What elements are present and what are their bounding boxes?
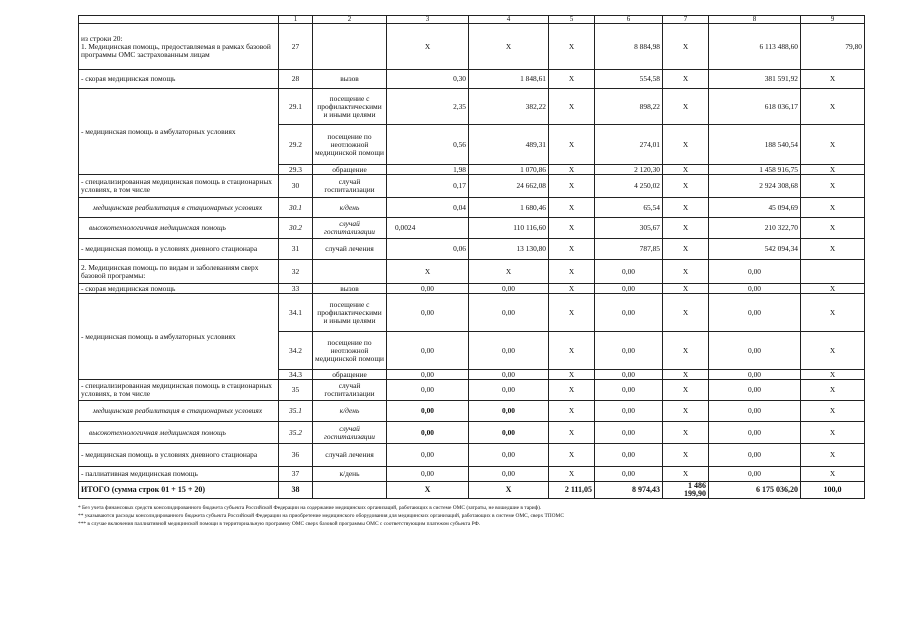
row-line-number: 36 xyxy=(279,444,313,467)
row-budget-per-capita: Х xyxy=(549,198,595,218)
row-oms-per-capita: 0,00 xyxy=(595,422,663,444)
row-oms-per-capita: 0,00 xyxy=(595,380,663,401)
row-description: - медицинская помощь в амбулаторных условиях xyxy=(79,89,279,175)
row-oms-per-capita: 8 974,43 xyxy=(595,482,663,499)
table-row xyxy=(79,401,865,422)
row-description: - скорая медицинская помощь xyxy=(79,70,279,89)
header-row xyxy=(79,16,865,24)
row-volume: 0,00 xyxy=(387,294,469,332)
row-budget-per-capita: Х xyxy=(549,260,595,284)
row-description: - специализированная медицинская помощь в стационарных условиях, в том числе xyxy=(79,175,279,198)
header-cell: 4 xyxy=(469,16,549,24)
row-volume: 0,04 xyxy=(387,198,469,218)
row-unit: к/день xyxy=(313,401,387,422)
row-budget-total: Х xyxy=(663,198,709,218)
row-percent: Х xyxy=(801,401,865,422)
row-oms-total: 45 094,69 xyxy=(709,198,801,218)
table-row xyxy=(79,175,865,198)
row-budget-per-capita: Х xyxy=(549,444,595,467)
table-row xyxy=(79,260,865,284)
row-budget-per-capita: Х xyxy=(549,239,595,260)
row-budget-per-capita: Х xyxy=(549,24,595,70)
row-oms-total: 0,00 xyxy=(709,380,801,401)
row-oms-per-capita: 0,00 xyxy=(595,294,663,332)
row-budget-per-capita: Х xyxy=(549,332,595,370)
row-volume: 0,56 xyxy=(387,125,469,165)
row-oms-per-capita: 0,00 xyxy=(595,370,663,380)
row-budget-total: Х xyxy=(663,89,709,125)
row-percent: Х xyxy=(801,125,865,165)
row-budget-total: Х xyxy=(663,175,709,198)
row-unit: посещение по неотложной медицинской помощи xyxy=(313,125,387,165)
row-line-number: 32 xyxy=(279,260,313,284)
row-percent: Х xyxy=(801,370,865,380)
row-budget-per-capita: Х xyxy=(549,380,595,401)
row-percent: Х xyxy=(801,332,865,370)
row-unit-cost: 0,00 xyxy=(469,422,549,444)
row-budget-total: Х xyxy=(663,401,709,422)
row-budget-total: Х xyxy=(663,239,709,260)
row-budget-total: Х xyxy=(663,332,709,370)
row-volume: 0,0024 xyxy=(387,218,469,239)
row-oms-total: 188 540,54 xyxy=(709,125,801,165)
row-unit: к/день xyxy=(313,198,387,218)
row-unit-cost: 0,00 xyxy=(469,284,549,294)
row-budget-per-capita: Х xyxy=(549,70,595,89)
row-line-number: 35.2 xyxy=(279,422,313,444)
row-oms-total: 0,00 xyxy=(709,332,801,370)
row-budget-total: Х xyxy=(663,125,709,165)
header-cell: 3 xyxy=(387,16,469,24)
row-unit-cost: 13 130,80 xyxy=(469,239,549,260)
row-line-number: 30.2 xyxy=(279,218,313,239)
header-cell: 6 xyxy=(595,16,663,24)
row-line-number: 34.3 xyxy=(279,370,313,380)
row-unit xyxy=(313,260,387,284)
row-oms-total: 542 094,34 xyxy=(709,239,801,260)
row-percent: Х xyxy=(801,284,865,294)
row-line-number: 29.1 xyxy=(279,89,313,125)
row-unit-cost: Х xyxy=(469,260,549,284)
row-oms-total: 0,00 xyxy=(709,294,801,332)
row-unit-cost: 489,31 xyxy=(469,125,549,165)
header-blank xyxy=(79,16,279,24)
row-budget-per-capita: Х xyxy=(549,294,595,332)
row-budget-per-capita: Х xyxy=(549,218,595,239)
row-oms-total: 381 591,92 xyxy=(709,70,801,89)
row-oms-total: 0,00 xyxy=(709,260,801,284)
row-unit-cost: 1 848,61 xyxy=(469,70,549,89)
row-oms-total: 0,00 xyxy=(709,370,801,380)
total-row xyxy=(79,482,865,499)
row-volume: 0,30 xyxy=(387,70,469,89)
row-description: - специализированная медицинская помощь в стационарных условиях, в том числе xyxy=(79,380,279,401)
row-unit: случай госпитализации xyxy=(313,218,387,239)
row-percent: Х xyxy=(801,422,865,444)
row-percent: Х xyxy=(801,165,865,175)
row-volume: Х xyxy=(387,260,469,284)
row-volume: 0,00 xyxy=(387,380,469,401)
row-unit-cost: Х xyxy=(469,482,549,499)
table-row xyxy=(79,24,865,70)
row-line-number: 35 xyxy=(279,380,313,401)
row-budget-total: Х xyxy=(663,370,709,380)
table-row xyxy=(79,444,865,467)
row-budget-total: Х xyxy=(663,294,709,332)
row-line-number: 28 xyxy=(279,70,313,89)
row-line-number: 29.3 xyxy=(279,165,313,175)
row-oms-per-capita: 305,67 xyxy=(595,218,663,239)
row-budget-total: Х xyxy=(663,70,709,89)
row-unit: вызов xyxy=(313,284,387,294)
row-unit xyxy=(313,482,387,499)
row-oms-per-capita: 898,22 xyxy=(595,89,663,125)
row-oms-total: 6 175 036,20 xyxy=(709,482,801,499)
row-percent: Х xyxy=(801,198,865,218)
row-volume: Х xyxy=(387,24,469,70)
footnotes xyxy=(78,504,864,528)
row-unit: вызов xyxy=(313,70,387,89)
row-volume: 0,17 xyxy=(387,175,469,198)
header-cell: 1 xyxy=(279,16,313,24)
row-description: высокотехнологичная медицинская помощь xyxy=(79,218,279,239)
row-percent: Х xyxy=(801,218,865,239)
row-budget-per-capita: Х xyxy=(549,370,595,380)
row-percent: Х xyxy=(801,294,865,332)
row-oms-total: 0,00 xyxy=(709,444,801,467)
row-percent: Х xyxy=(801,444,865,467)
row-line-number: 34.2 xyxy=(279,332,313,370)
row-percent: Х xyxy=(801,380,865,401)
row-unit: случай госпитализации xyxy=(313,422,387,444)
row-description: медицинская реабилитация в стационарных условиях xyxy=(79,401,279,422)
row-oms-per-capita: 787,85 xyxy=(595,239,663,260)
row-unit-cost: 0,00 xyxy=(469,380,549,401)
row-budget-total: Х xyxy=(663,218,709,239)
row-percent: 100,0 xyxy=(801,482,865,499)
row-description: - скорая медицинская помощь xyxy=(79,284,279,294)
row-unit-cost: 0,00 xyxy=(469,401,549,422)
table-row xyxy=(79,467,865,482)
row-line-number: 31 xyxy=(279,239,313,260)
row-unit: случай госпитализации xyxy=(313,380,387,401)
row-budget-total: Х xyxy=(663,467,709,482)
row-budget-total: Х xyxy=(663,284,709,294)
row-description: ИТОГО (сумма строк 01 + 15 + 20) xyxy=(79,482,279,499)
row-budget-total: Х xyxy=(663,444,709,467)
row-oms-total: 0,00 xyxy=(709,467,801,482)
row-unit: посещение с профилактическими и иными целями xyxy=(313,89,387,125)
row-unit-cost: 0,00 xyxy=(469,332,549,370)
row-budget-per-capita: Х xyxy=(549,284,595,294)
table-row xyxy=(79,239,865,260)
row-description: высокотехнологичная медицинская помощь xyxy=(79,422,279,444)
row-unit xyxy=(313,24,387,70)
row-budget-per-capita: Х xyxy=(549,422,595,444)
row-budget-per-capita: Х xyxy=(549,467,595,482)
row-oms-per-capita: 274,01 xyxy=(595,125,663,165)
header-cell: 8 xyxy=(709,16,801,24)
table-row xyxy=(79,422,865,444)
document-page xyxy=(78,15,864,528)
row-volume: 0,00 xyxy=(387,467,469,482)
row-budget-total: Х xyxy=(663,380,709,401)
row-oms-per-capita: 0,00 xyxy=(595,260,663,284)
row-oms-total: 6 113 488,60 xyxy=(709,24,801,70)
row-volume: 0,00 xyxy=(387,401,469,422)
cost-table xyxy=(78,15,865,499)
row-budget-per-capita: Х xyxy=(549,165,595,175)
row-unit-cost: 110 116,60 xyxy=(469,218,549,239)
row-unit-cost: 24 662,08 xyxy=(469,175,549,198)
footnote: ** указываются расходы консолидированного бюджета субъекта Российской Федерации на приобретение медицинского оборудования для медицинских организаций, работающих в системе ОМС, сверх ТПОМС xyxy=(78,513,564,519)
row-description: медицинская реабилитация в стационарных условиях xyxy=(79,198,279,218)
table-row xyxy=(79,294,865,332)
row-volume: 2,35 xyxy=(387,89,469,125)
row-percent: Х xyxy=(801,239,865,260)
row-unit: обращение xyxy=(313,165,387,175)
row-percent xyxy=(801,260,865,284)
row-line-number: 35.1 xyxy=(279,401,313,422)
table-row xyxy=(79,284,865,294)
row-budget-total: Х xyxy=(663,165,709,175)
row-budget-total: Х xyxy=(663,260,709,284)
header-cell: 7 xyxy=(663,16,709,24)
row-unit: случай лечения xyxy=(313,444,387,467)
row-description: 2. Медицинская помощь по видам и заболеваниям сверх базовой программы: xyxy=(79,260,279,284)
row-oms-total: 0,00 xyxy=(709,422,801,444)
row-budget-per-capita: Х xyxy=(549,89,595,125)
row-unit-cost: 382,22 xyxy=(469,89,549,125)
row-oms-per-capita: 0,00 xyxy=(595,401,663,422)
header-cell: 9 xyxy=(801,16,865,24)
row-volume: 0,06 xyxy=(387,239,469,260)
row-unit-cost: Х xyxy=(469,24,549,70)
row-percent: Х xyxy=(801,175,865,198)
table-row xyxy=(79,198,865,218)
table-row xyxy=(79,380,865,401)
row-oms-total: 618 036,17 xyxy=(709,89,801,125)
row-volume: 1,98 xyxy=(387,165,469,175)
row-line-number: 33 xyxy=(279,284,313,294)
row-description: - медицинская помощь в амбулаторных условиях xyxy=(79,294,279,380)
row-line-number: 38 xyxy=(279,482,313,499)
table-row xyxy=(79,218,865,239)
table-row xyxy=(79,89,865,125)
row-description: - медицинская помощь в условиях дневного стационара xyxy=(79,239,279,260)
row-percent: Х xyxy=(801,70,865,89)
row-volume: 0,00 xyxy=(387,422,469,444)
row-budget-per-capita: 2 111,05 xyxy=(549,482,595,499)
row-percent: 79,80 xyxy=(801,24,865,70)
row-oms-per-capita: 0,00 xyxy=(595,467,663,482)
row-volume: 0,00 xyxy=(387,370,469,380)
row-oms-per-capita: 0,00 xyxy=(595,332,663,370)
row-volume: Х xyxy=(387,482,469,499)
row-unit: к/день xyxy=(313,467,387,482)
row-unit-cost: 0,00 xyxy=(469,294,549,332)
row-percent: Х xyxy=(801,89,865,125)
row-oms-total: 0,00 xyxy=(709,401,801,422)
row-unit-cost: 1 070,86 xyxy=(469,165,549,175)
row-description: - паллиативная медицинская помощь xyxy=(79,467,279,482)
table-row xyxy=(79,70,865,89)
row-line-number: 29.2 xyxy=(279,125,313,165)
row-description: - медицинская помощь в условиях дневного стационара xyxy=(79,444,279,467)
row-unit: обращение xyxy=(313,370,387,380)
header-cell: 5 xyxy=(549,16,595,24)
row-line-number: 34.1 xyxy=(279,294,313,332)
row-unit: случай лечения xyxy=(313,239,387,260)
row-unit: посещение с профилактическими и иными целями xyxy=(313,294,387,332)
row-budget-per-capita: Х xyxy=(549,401,595,422)
row-line-number: 30.1 xyxy=(279,198,313,218)
row-line-number: 37 xyxy=(279,467,313,482)
row-volume: 0,00 xyxy=(387,444,469,467)
row-line-number: 30 xyxy=(279,175,313,198)
row-unit-cost: 1 680,46 xyxy=(469,198,549,218)
row-unit-cost: 0,00 xyxy=(469,467,549,482)
footnote: *** в случае включения паллиативной медицинской помощи в территориальную программу ОМС сверх базовой программы ОМС с соответствующим платежом субъекта РФ. xyxy=(78,521,481,527)
row-unit-cost: 0,00 xyxy=(469,444,549,467)
row-budget-total: Х xyxy=(663,422,709,444)
row-unit: посещение по неотложной медицинской помощи xyxy=(313,332,387,370)
row-unit-cost: 0,00 xyxy=(469,370,549,380)
footnote: * Без учета финансовых средств консолидированного бюджета субъекта Российской Федерации на содержание медицинских организаций, работающих в системе ОМС (затраты, не вошедшие в тариф). xyxy=(78,505,542,511)
row-budget-per-capita: Х xyxy=(549,175,595,198)
row-line-number: 27 xyxy=(279,24,313,70)
row-volume: 0,00 xyxy=(387,284,469,294)
row-oms-total: 210 322,70 xyxy=(709,218,801,239)
row-oms-per-capita: 65,54 xyxy=(595,198,663,218)
row-unit: случай госпитализации xyxy=(313,175,387,198)
row-oms-per-capita: 8 884,98 xyxy=(595,24,663,70)
row-oms-total: 0,00 xyxy=(709,284,801,294)
row-description: из строки 20: 1. Медицинская помощь, предоставляемая в рамках базовой программы ОМС застрахованным лицам xyxy=(79,24,279,70)
row-oms-per-capita: 0,00 xyxy=(595,444,663,467)
header-cell: 2 xyxy=(313,16,387,24)
row-budget-total: 1 486 199,90 xyxy=(663,482,709,499)
row-volume: 0,00 xyxy=(387,332,469,370)
row-oms-total: 2 924 308,68 xyxy=(709,175,801,198)
row-percent: Х xyxy=(801,467,865,482)
row-oms-total: 1 458 916,75 xyxy=(709,165,801,175)
row-oms-per-capita: 4 250,02 xyxy=(595,175,663,198)
row-budget-per-capita: Х xyxy=(549,125,595,165)
row-oms-per-capita: 2 120,30 xyxy=(595,165,663,175)
row-budget-total: Х xyxy=(663,24,709,70)
row-oms-per-capita: 0,00 xyxy=(595,284,663,294)
row-oms-per-capita: 554,58 xyxy=(595,70,663,89)
